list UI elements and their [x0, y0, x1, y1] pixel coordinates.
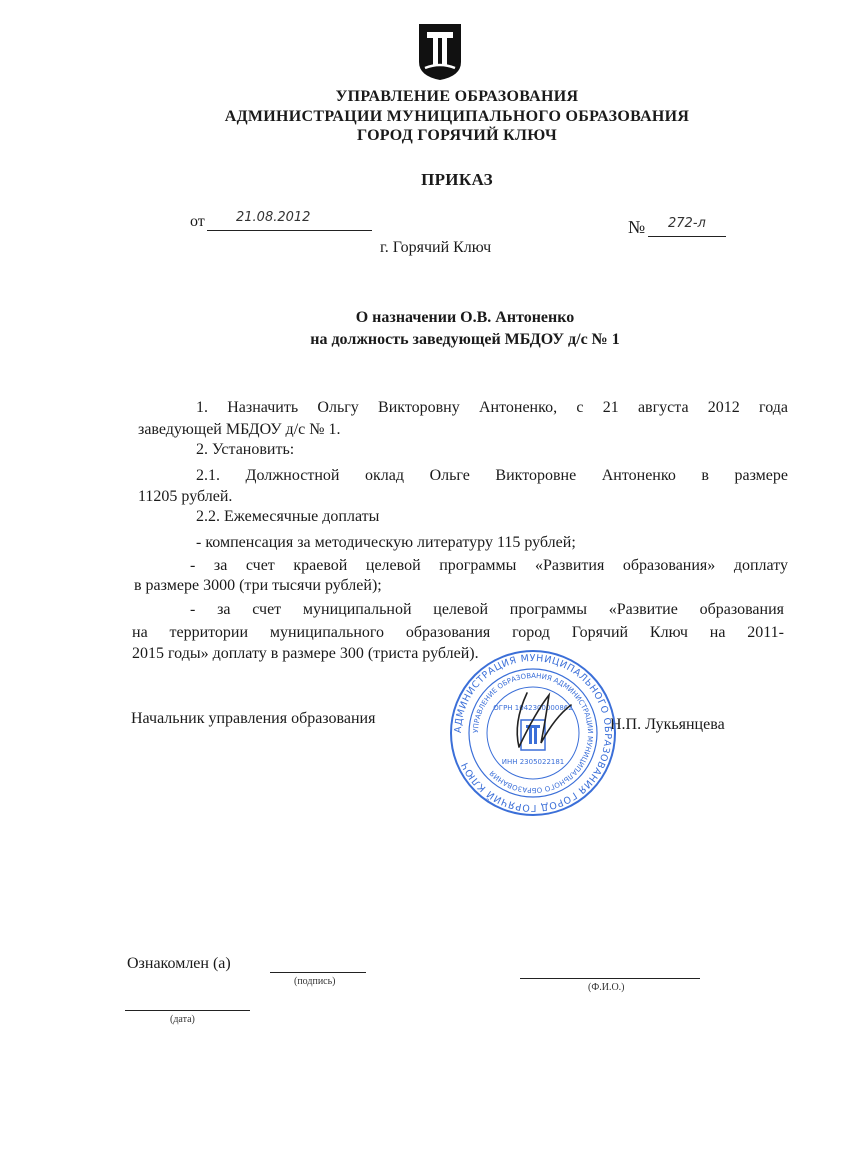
bullet-3-line-2: на территории муниципального образования город Горячий Ключ на 2011-: [132, 624, 784, 641]
signatory-position: Начальник управления образования: [131, 710, 376, 727]
item-2-1-line-1: 2.1. Должностной оклад Ольге Викторовне Антоненко в размере: [196, 467, 788, 484]
svg-text:ОГРН 1042300000862: ОГРН 1042300000862: [493, 704, 573, 712]
header-line-1: УПРАВЛЕНИЕ ОБРАЗОВАНИЯ: [335, 88, 579, 105]
handwritten-signature: [505, 683, 585, 763]
bullet-2-line-2: в размере 3000 (три тысячи рублей);: [134, 577, 382, 594]
item-2: 2. Установить:: [196, 441, 295, 458]
bullet-3-line-1: - за счет муниципальной целевой программы «Развитие образования: [190, 601, 784, 618]
city: г. Горячий Ключ: [380, 239, 492, 256]
number-value: 272-л: [668, 216, 706, 231]
svg-text:ИНН 2305022181: ИНН 2305022181: [501, 758, 565, 766]
date-prefix: от: [190, 213, 205, 230]
signature-caption: (подпись): [294, 976, 336, 987]
svg-text:УПРАВЛЕНИЕ ОБРАЗОВАНИЯ АДМИНИС: УПРАВЛЕНИЕ ОБРАЗОВАНИЯ АДМИНИСТРАЦИИ МУНИЦИПАЛЬНОГО ОБРАЗОВАНИЯ: [471, 671, 595, 795]
subject-line-2: на должность заведующей МБДОУ д/с № 1: [310, 331, 620, 348]
date-value: 21.08.2012: [236, 210, 311, 225]
date-caption: (дата): [170, 1014, 195, 1025]
bullet-1: - компенсация за методическую литературу 115 рублей;: [196, 534, 576, 551]
bullet-3-line-3: 2015 годы» доплату в размере 300 (триста рублей).: [132, 645, 479, 662]
fio-caption: (Ф.И.О.): [588, 982, 625, 993]
signature-line: [270, 972, 366, 973]
document-title: ПРИКАЗ: [421, 170, 493, 189]
bullet-2-line-1: - за счет краевой целевой программы «Развития образования» доплату: [190, 557, 788, 574]
date-line: [125, 1010, 250, 1011]
item-2-2: 2.2. Ежемесячные доплаты: [196, 508, 380, 525]
header-line-3: ГОРОД ГОРЯЧИЙ КЛЮЧ: [356, 127, 558, 144]
item-1-line-2: заведующей МБДОУ д/с № 1.: [138, 421, 341, 438]
item-1-line-1: 1. Назначить Ольгу Викторовну Антоненко, с 21 августа 2012 года: [196, 399, 788, 416]
svg-text:АДМИНИСТРАЦИЯ МУНИЦИПАЛЬНОГО О: АДМИНИСТРАЦИЯ МУНИЦИПАЛЬНОГО ОБРАЗОВАНИЯ ГОРОД ГОРЯЧИЙ КЛЮЧ: [452, 652, 614, 814]
signatory-name: Н.П. Лукьянцева: [610, 716, 725, 733]
header-line-2: АДМИНИСТРАЦИИ МУНИЦИПАЛЬНОГО ОБРАЗОВАНИЯ: [224, 108, 690, 125]
number-prefix: №: [628, 217, 646, 237]
item-2-1-line-2: 11205 рублей.: [138, 488, 233, 505]
coat-of-arms-emblem: [417, 22, 463, 82]
subject-line-1: О назначении О.В. Антоненко: [355, 309, 575, 326]
date-underline: [207, 230, 372, 231]
number-underline: [648, 236, 726, 237]
fio-line: [520, 978, 700, 979]
acknowledgement-label: Ознакомлен (а): [127, 955, 231, 972]
